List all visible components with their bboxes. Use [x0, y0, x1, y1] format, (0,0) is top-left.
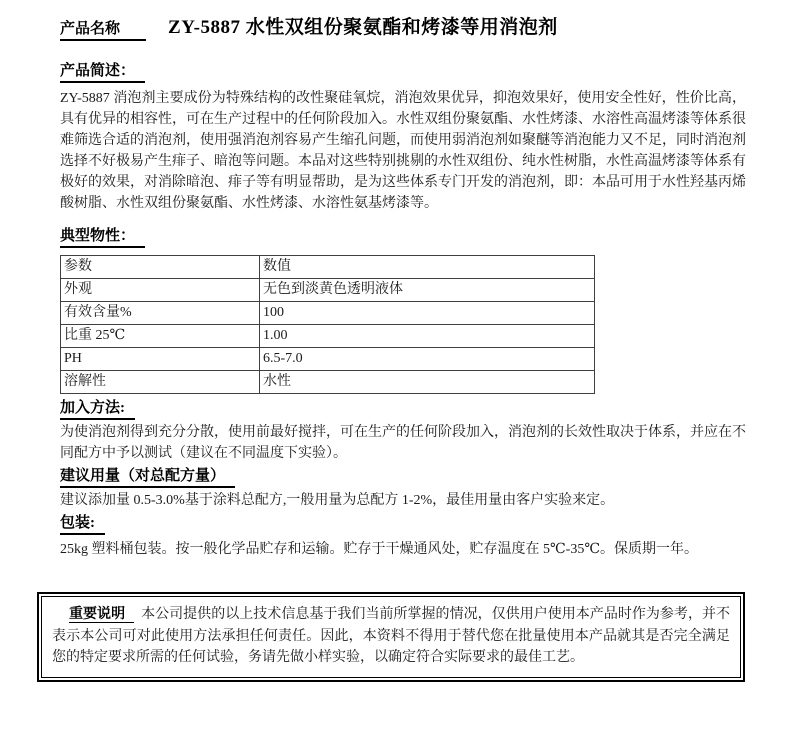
notice-box [37, 592, 745, 682]
properties-table [60, 255, 595, 394]
table-row [61, 371, 595, 394]
param-cell: 外观 [61, 279, 260, 302]
packaging-text: 25kg 塑料桶包装。按一般化学品贮存和运输。贮存于干燥通风处，贮存温度在 5℃-35℃。保质期一年。 [60, 542, 698, 557]
properties-heading: 典型物性： [60, 227, 145, 248]
value-cell: 无色到淡黄色透明液体 [260, 279, 595, 302]
value-cell: 100 [260, 302, 595, 325]
table-row [61, 348, 595, 371]
section-usage [60, 399, 746, 464]
param-cell: 有效含量% [61, 302, 260, 325]
notice-box-inner [41, 596, 741, 678]
table-row [61, 325, 595, 348]
overview-heading: 产品简述： [60, 62, 145, 83]
value-cell: 6.5-7.0 [260, 348, 595, 371]
notice-body: 本公司提供的以上技术信息基于我们当前所掌握的情况，仅供用户使用本产品时作为参考，并不表示本公司可对此使用方法承担任何责任。因此，本资料不得用于替代您在批量使用本产品就其是否完全满足您的特定要求所需的任何试验，务请先做小样实验，以确定符合实际要求的最佳工艺。 [52, 607, 731, 665]
value-cell: 1.00 [260, 325, 595, 348]
table-row [61, 279, 595, 302]
param-header-cell: 参数 [61, 256, 260, 279]
table-row [61, 302, 595, 325]
page-title: ZY-5887 水性双组份聚氨酯和烤漆等用消泡剂 [168, 17, 558, 38]
notice-label: 重要说明 [69, 607, 134, 623]
section-dosage [60, 467, 746, 511]
value-header-cell: 数值 [260, 256, 595, 279]
section-properties [60, 227, 746, 394]
packaging-heading: 包装: [60, 514, 105, 535]
usage-heading: 加入方法: [60, 399, 135, 420]
dosage-heading: 建议用量（对总配方量） [60, 467, 235, 488]
table-header-row [61, 256, 595, 279]
title-row [60, 12, 746, 41]
param-cell: PH [61, 348, 260, 371]
value-cell: 水性 [260, 371, 595, 394]
notice-text [52, 604, 730, 669]
dosage-text: 建议添加量 0.5-3.0%基于涂料总配方,一般用量为总配方 1-2%，最佳用量由客户实验来定。 [60, 493, 615, 508]
param-cell: 比重 25℃ [61, 325, 260, 348]
usage-text: 为使消泡剂得到充分分散，使用前最好搅拌，可在生产的任何阶段加入，消泡剂的长效性取决于体系，并应在不同配方中予以测试（建议在不同温度下实验）。 [60, 425, 746, 461]
product-name-label: 产品名称 [60, 19, 146, 41]
overview-text: ZY-5887 消泡剂主要成份为特殊结构的改性聚硅氧烷，消泡效果优异，抑泡效果好，使用安全性好，性价比高，具有优异的相容性，可在生产过程中的任何阶段加入。水性双组份聚氨酯、水性烤漆、水溶性高温烤漆等体系很难筛选合适的消泡剂，使用强消泡剂容易产生缩孔问题，而使用弱消泡剂如聚醚等消泡能力又不足，同时消泡剂选择不好极易产生痱子、暗泡等问题。本品对这些特别挑剔的水性双组份、纯水性树脂，水性高温烤漆等体系有极好的效果，对消除暗泡、痱子等有明显帮助，是为这些体系专门开发的消泡剂，即：本品可用于水性羟基丙烯酸树脂、水性双组份聚氨酯、水性烤漆、水溶性氨基烤漆等。 [60, 91, 746, 211]
section-overview [60, 62, 746, 214]
section-packaging [60, 514, 746, 560]
param-cell: 溶解性 [61, 371, 260, 394]
